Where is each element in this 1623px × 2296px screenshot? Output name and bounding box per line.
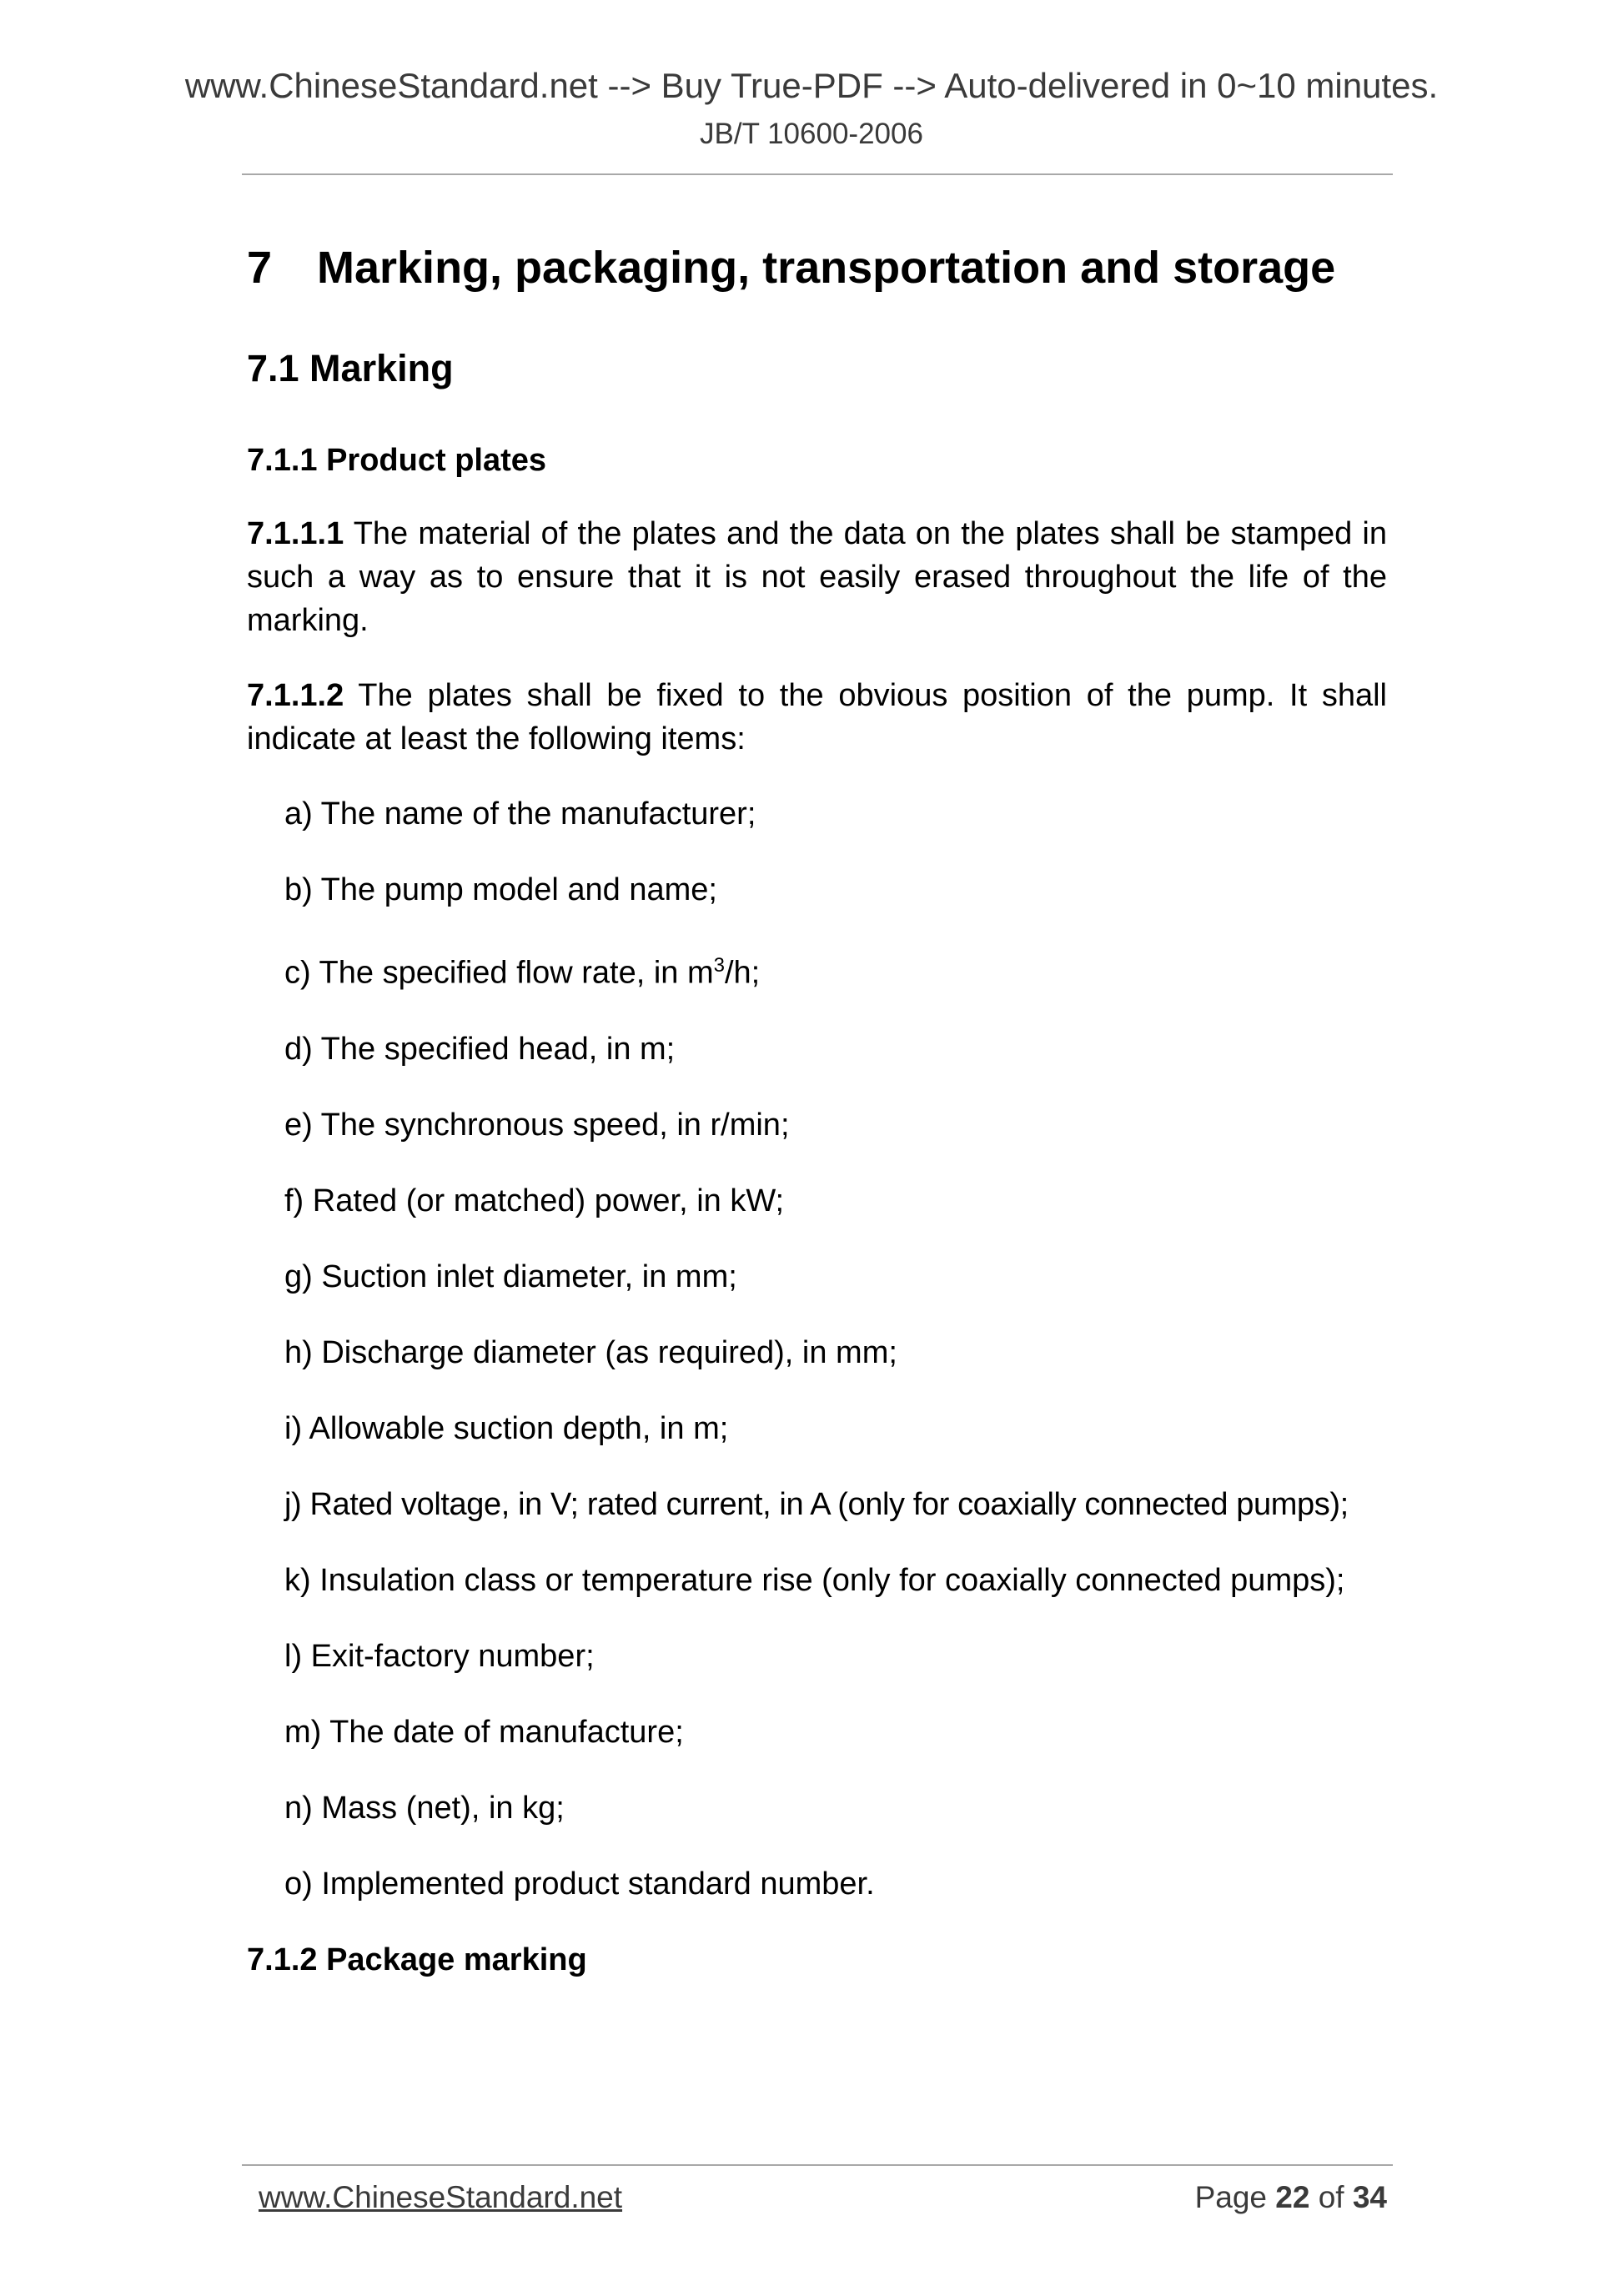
header-divider [242, 173, 1393, 175]
clause-7-1-1-1 [247, 512, 1387, 642]
page-of: of [1318, 2180, 1344, 2214]
list-item: i) Allowable suction depth, in m; [284, 1410, 729, 1446]
superscript: 3 [713, 954, 725, 977]
list-item: d) The specified head, in m; [284, 1031, 676, 1067]
section-number: 7 [247, 243, 273, 293]
list-item: l) Exit-factory number; [284, 1638, 595, 1674]
page-current: 22 [1275, 2180, 1310, 2214]
header-banner: www.ChineseStandard.net --> Buy True-PDF --> Auto-delivered in 0~10 minutes. [184, 66, 1439, 105]
list-item: k) Insulation class or temperature rise (only for coaxially connected pumps); [284, 1562, 1345, 1598]
list-item: h) Discharge diameter (as required), in mm; [284, 1334, 897, 1370]
standard-code: JB/T 10600-2006 [700, 118, 923, 150]
clause-number: 7.1.1.1 [247, 516, 344, 551]
clause-heading-product-plates: 7.1.1 Product plates [247, 443, 547, 478]
clause-text: The plates shall be fixed to the obvious position of the pump. It shall indicate at least the following items: [247, 678, 1387, 756]
page-label: Page [1194, 2180, 1267, 2214]
footer-website-link[interactable]: www.ChineseStandard.net [259, 2180, 623, 2214]
list-item: m) The date of manufacture; [284, 1714, 684, 1750]
list-item: g) Suction inlet diameter, in mm; [284, 1259, 737, 1294]
page-indicator [1195, 2178, 1387, 2217]
clause-heading-package-marking: 7.1.2 Package marking [247, 1942, 587, 1977]
list-item: n) Mass (net), in kg; [284, 1790, 565, 1826]
clause-number: 7.1.1.2 [247, 678, 344, 713]
list-item-suffix: /h; [724, 955, 761, 991]
list-item [247, 944, 1387, 995]
list-item: o) Implemented product standard number. [284, 1866, 875, 1902]
list-item: b) The pump model and name; [284, 872, 717, 907]
list-item-text: c) The specified flow rate, in m [284, 955, 714, 991]
list-item: f) Rated (or matched) power, in kW; [284, 1183, 785, 1218]
section-heading [247, 234, 1387, 302]
clause-7-1-1-2 [247, 674, 1387, 761]
footer-divider [242, 2164, 1393, 2166]
page-total: 34 [1352, 2180, 1387, 2214]
list-item: j) Rated voltage, in V; rated current, in A (only for coaxially connected pumps); [284, 1486, 1349, 1522]
list-item: a) The name of the manufacturer; [284, 796, 756, 831]
plate-items-list [247, 792, 1387, 1906]
page-content [247, 234, 1387, 2012]
list-item: e) The synchronous speed, in r/min; [284, 1107, 790, 1143]
section-title: Marking, packaging, transportation and storage [317, 243, 1336, 293]
clause-text: The material of the plates and the data on the plates shall be stamped in such a way as to ensure that it is not easily erased throughout the life of the marking. [247, 516, 1387, 638]
subsection-heading: 7.1 Marking [247, 347, 454, 389]
